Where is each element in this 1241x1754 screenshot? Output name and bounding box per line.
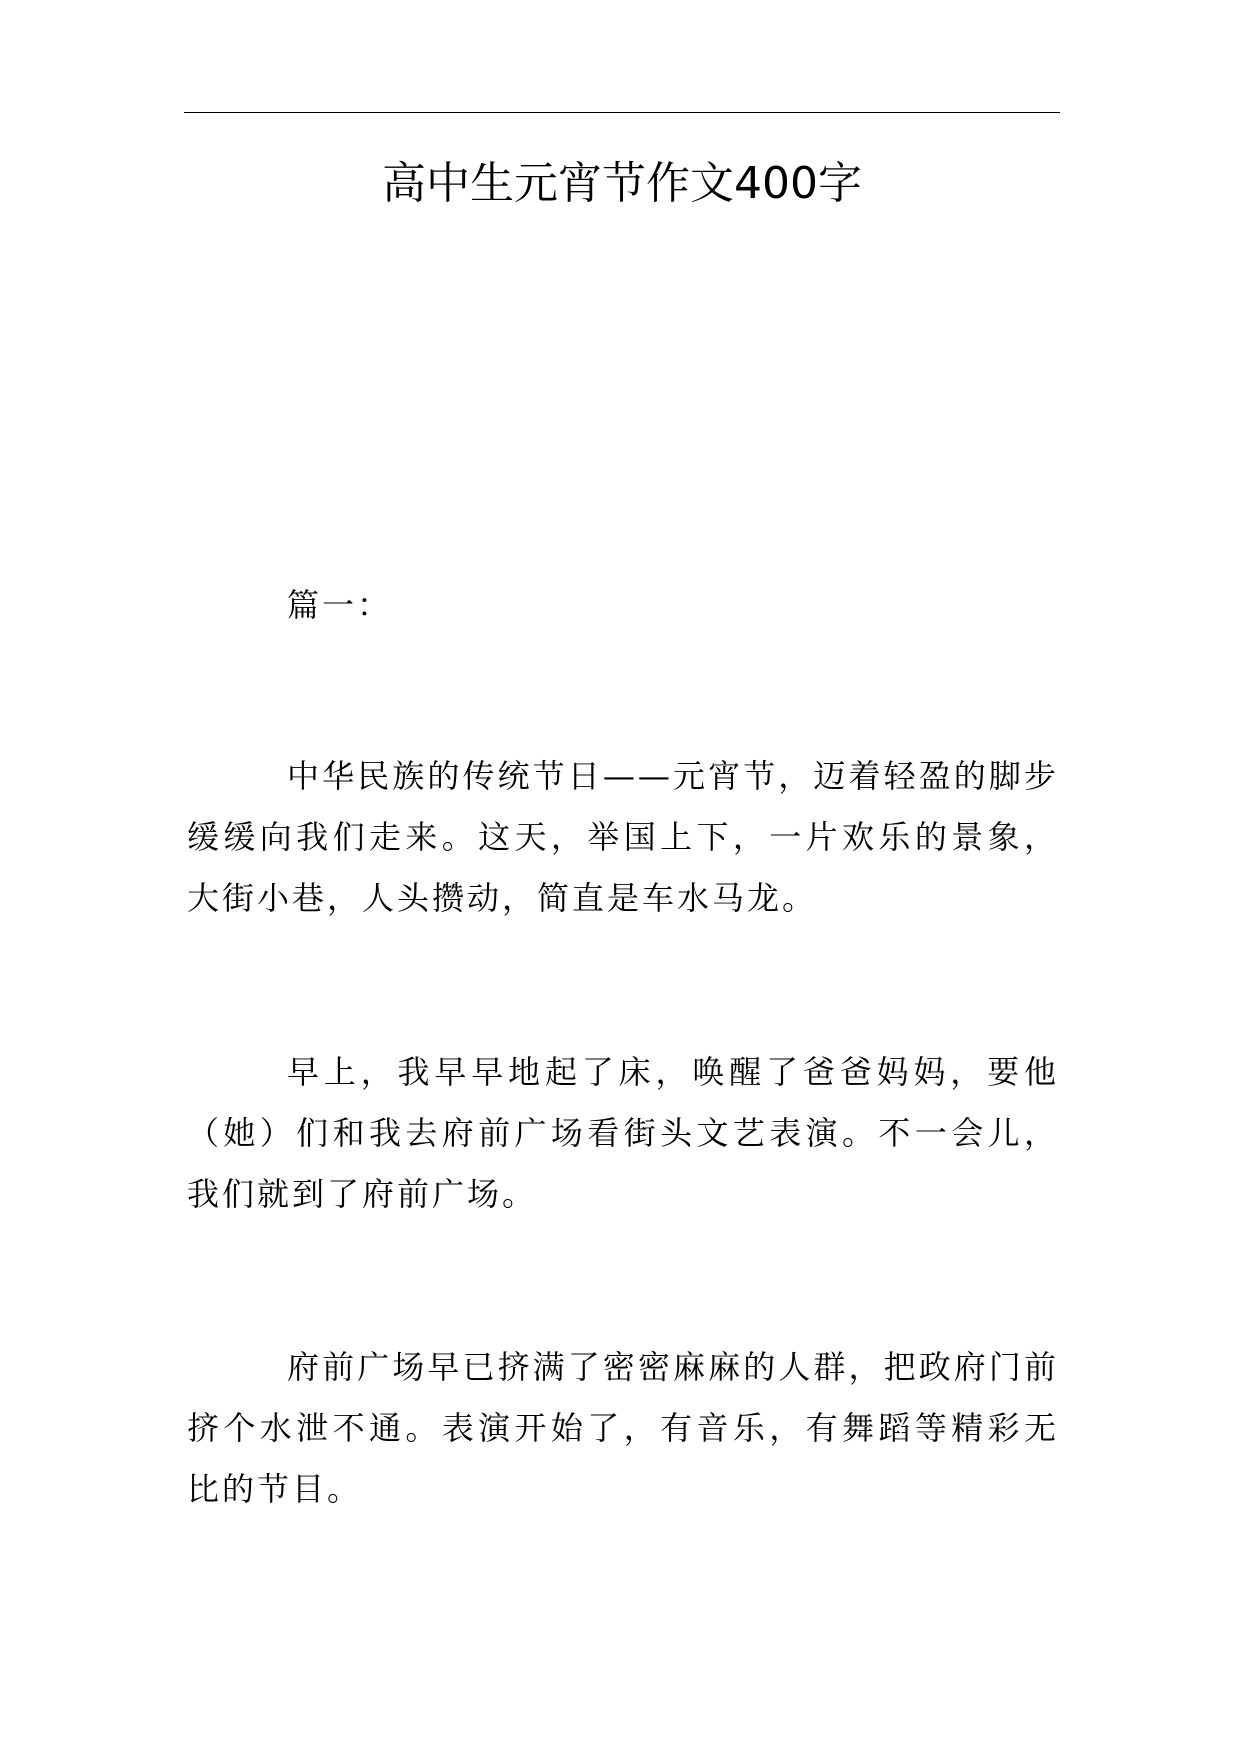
section-label: 篇一： xyxy=(287,586,393,624)
paragraph-2: 早上，我早早地起了床，唤醒了爸爸妈妈，要他（她）们和我去府前广场看街头文艺表演。不一会儿，我们就到了府前广场。 xyxy=(187,1053,1059,1213)
header-rule xyxy=(184,112,1060,113)
paragraph-1: 中华民族的传统节日——元宵节，迈着轻盈的脚步缓缓向我们走来。这天，举国上下，一片欢乐的景象，大街小巷，人头攒动，简直是车水马龙。 xyxy=(187,757,1059,917)
paragraph-3: 府前广场早已挤满了密密麻麻的人群，把政府门前挤个水泄不通。表演开始了，有音乐，有舞蹈等精彩无比的节目。 xyxy=(187,1348,1059,1508)
document-title: 高中生元宵节作文400字 xyxy=(382,158,862,209)
